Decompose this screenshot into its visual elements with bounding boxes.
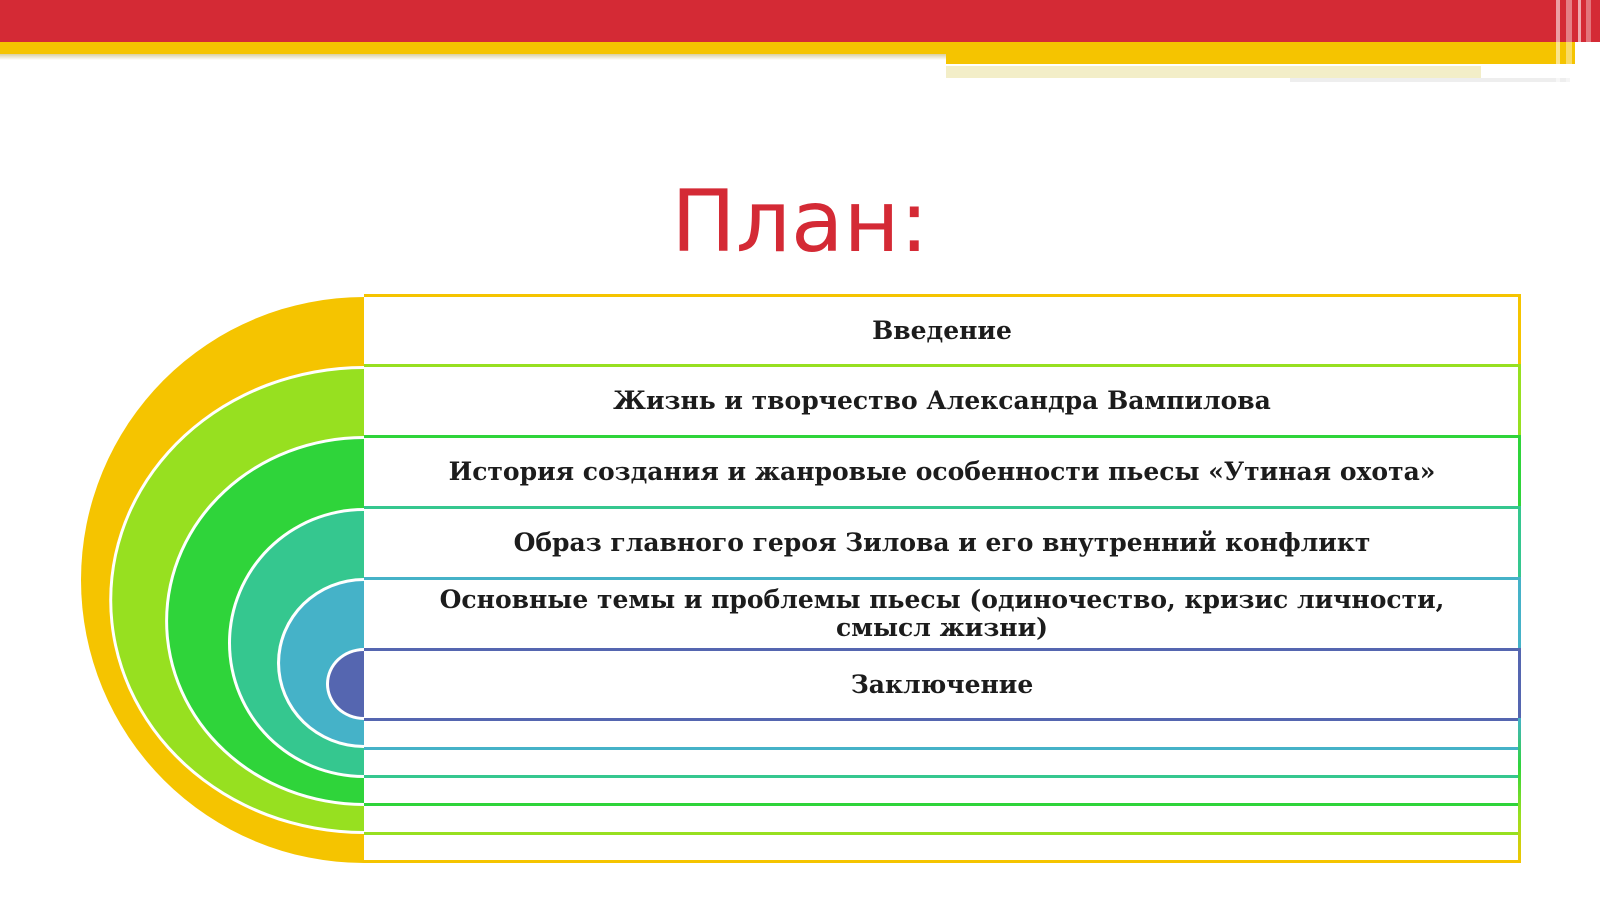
plan-item-main-hero: Образ главного героя Зилова и его внутренний конфликт xyxy=(513,528,1371,557)
plan-item-biography: Жизнь и творчество Александра Вампилова xyxy=(613,386,1271,415)
plan-item-conclusion: Заключение xyxy=(850,669,1034,699)
plan-item-history-genre: История создания и жанровые особенности пьесы «Утиная охота» xyxy=(448,457,1436,486)
divider-line xyxy=(364,803,1520,806)
divider-line xyxy=(364,747,1520,750)
divider-line xyxy=(364,860,1520,863)
divider-line xyxy=(364,775,1520,778)
divider-line xyxy=(364,718,1520,721)
divider-line xyxy=(364,832,1520,835)
slide-title: План: xyxy=(671,172,929,272)
right-border xyxy=(1518,718,1521,863)
plan-item-themes: Основные темы и проблемы пьесы (одиночество, кризис личности, смысл жизни) xyxy=(439,585,1445,642)
plan-item-introduction: Введение xyxy=(872,315,1012,345)
